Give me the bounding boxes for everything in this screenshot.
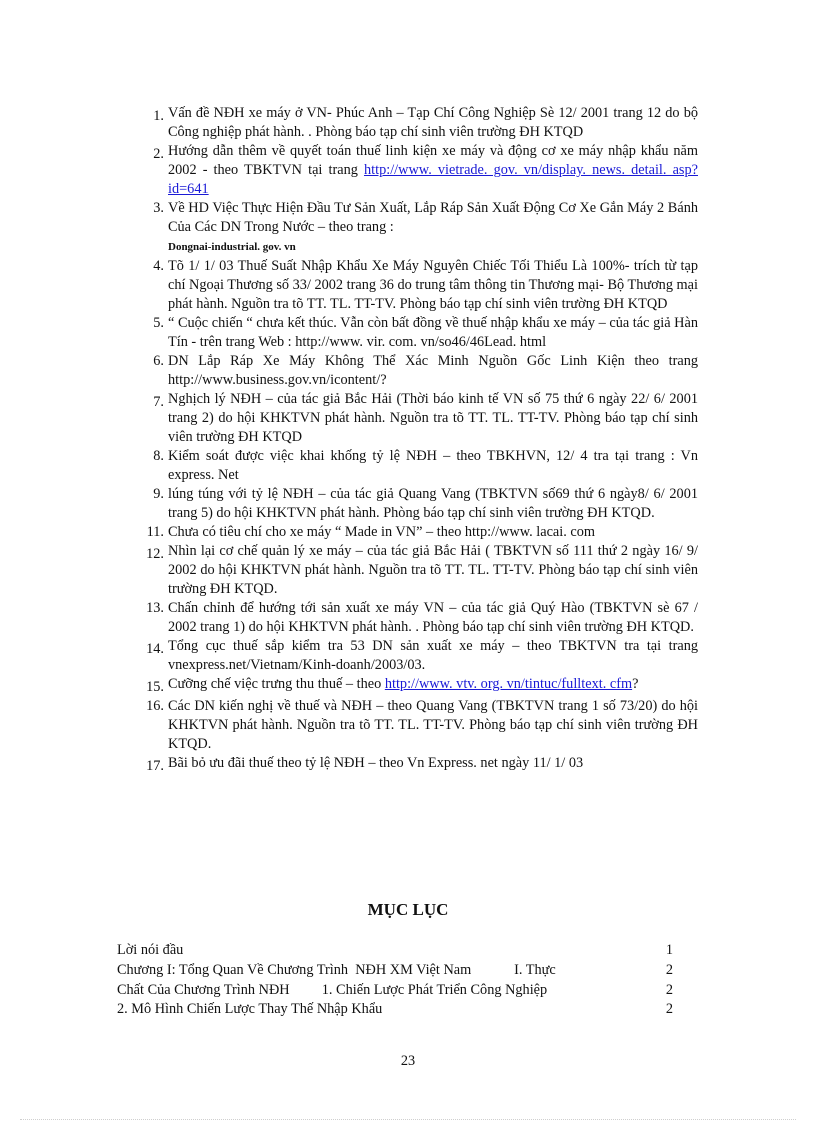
reference-item <box>138 257 698 314</box>
reference-item <box>138 754 698 776</box>
reference-number: 9. <box>153 486 164 502</box>
reference-text <box>168 314 698 352</box>
reference-number: 8. <box>153 448 164 464</box>
reference-number: 4. <box>153 258 164 274</box>
reference-item <box>138 675 698 697</box>
toc-entry-page: 2 <box>665 1001 673 1018</box>
reference-item <box>138 599 698 637</box>
toc-row <box>117 941 673 961</box>
toc-row <box>117 1000 673 1020</box>
reference-text <box>168 542 698 599</box>
reference-number: 3. <box>153 200 164 216</box>
reference-list <box>138 104 698 776</box>
reference-text <box>168 142 698 199</box>
reference-text <box>168 104 698 142</box>
reference-suffix: ? <box>632 676 639 692</box>
reference-number: 1. <box>153 108 164 124</box>
reference-item <box>138 352 698 390</box>
page-number: 23 <box>400 1053 416 1069</box>
reference-number: 7. <box>153 394 164 410</box>
reference-link[interactable]: http://www. vietrade. gov. vn/display. news. detail. asp?id=641 <box>168 162 698 197</box>
reference-source: Dongnai-industrial. gov. vn <box>168 241 296 253</box>
toc-title: MỤC LỤC <box>367 900 449 919</box>
reference-item <box>138 542 698 599</box>
reference-item <box>138 523 698 542</box>
reference-body: Vấn đề NĐH xe máy ở VN- Phúc Anh – Tạp Chí Công Nghiệp Sè 12/ 2001 trang 12 do bộ Công nghiệp phát hành. . Phòng báo tạp chí sinh viên trường ĐH KTQD <box>168 105 698 140</box>
page-bottom-border <box>20 1119 796 1120</box>
reference-text <box>168 199 698 257</box>
reference-body: Tõ 1/ 1/ 03 Thuế Suất Nhập Khẩu Xe Máy Nguyên Chiếc Tối Thiểu Là 100%- trích từ tạp chí Ngoại Thương số 33/ 2002 trang 36 do trung tâm thông tin Thương mại- Bộ Thương mại phát hành. Nguồn tra tõ TT. TL. TT-TV. Phòng báo tạp chí sinh viên trường ĐH KTQD <box>168 258 698 312</box>
reference-text <box>168 390 698 447</box>
toc-entry-text: Chất Của Chương Trình NĐH 1. Chiến Lược Phát Triển Công Nghiệp <box>117 981 548 998</box>
reference-item <box>138 697 698 754</box>
reference-text <box>168 523 698 542</box>
reference-body: Chấn chỉnh để hướng tới sản xuất xe máy VN – của tác giả Quý Hào (TBKTVN sè 67 / 2002 trang 1) do hội KHKTVN phát hành. . Phòng báo tạp chí sinh viên trường ĐH KTQD. <box>168 600 698 635</box>
reference-text <box>168 257 698 314</box>
reference-text <box>168 447 698 485</box>
reference-item <box>138 637 698 675</box>
reference-number: 17. <box>146 758 164 774</box>
toc-entry-text: 2. Mô Hình Chiến Lược Thay Thế Nhập Khẩu <box>117 1001 383 1018</box>
reference-body: Nghịch lý NĐH – của tác giả Bắc Hải (Thời báo kinh tế VN số 75 thứ 6 ngày 22/ 6/ 2001 trang 2) do hội KHKTVN phát hành. Nguồn tra tõ TT. TL. TT-TV. Phòng báo tạp chí sinh viên trường ĐH KTQD <box>168 391 698 445</box>
reference-number: 15. <box>146 679 164 695</box>
reference-body: Chưa có tiêu chí cho xe máy “ Made in VN” – theo http://www. lacai. com <box>168 524 596 540</box>
reference-item <box>138 104 698 142</box>
toc-entry-text: Lời nói đầu <box>117 942 184 958</box>
reference-number: 2. <box>153 146 164 162</box>
reference-body: “ Cuộc chiến “ chưa kết thúc. Vẫn còn bất đồng về thuế nhập khẩu xe máy – của tác giả Hàn Tín - trên trang Web : http://www. vir. com. vn/so46/46Lead. html <box>168 315 698 350</box>
reference-text <box>168 599 698 637</box>
reference-text <box>168 485 698 523</box>
toc-row <box>117 961 673 981</box>
reference-item <box>138 390 698 447</box>
reference-text <box>168 675 698 697</box>
toc-entry-page: 2 <box>665 961 673 978</box>
reference-number: 6. <box>153 353 164 369</box>
reference-body: lúng túng với tỷ lệ NĐH – của tác giả Quang Vang (TBKTVN số69 thứ 6 ngày8/ 6/ 2001 trang 5) do hội KHKTVN phát hành. Phòng báo tạp chí sinh viên trường ĐH KTQD. <box>168 486 698 521</box>
reference-body: Kiểm soát được việc khai khống tỷ lệ NĐH – theo TBKHVN, 12/ 4 tra tại trang : Vn express. Net <box>168 448 698 483</box>
reference-item <box>138 199 698 257</box>
reference-item <box>138 314 698 352</box>
reference-item <box>138 447 698 485</box>
reference-body: Bãi bỏ ưu đãi thuế theo tỷ lệ NĐH – theo Vn Express. net ngày 11/ 1/ 03 <box>168 755 584 771</box>
reference-number: 13. <box>146 600 164 616</box>
reference-number: 14. <box>146 641 164 657</box>
reference-text <box>168 697 698 754</box>
toc-row <box>117 981 673 1001</box>
reference-number: 11. <box>146 524 164 540</box>
reference-item <box>138 485 698 523</box>
reference-text <box>168 754 698 776</box>
reference-item <box>138 142 698 199</box>
reference-body: Về HD Việc Thực Hiện Đầu Tư Sản Xuất, Lắp Ráp Sản Xuất Động Cơ Xe Gắn Máy 2 Bánh Của Các DN Trong Nước – theo trang : <box>168 200 698 235</box>
reference-body: DN Lắp Ráp Xe Máy Không Thể Xác Minh Nguồn Gốc Linh Kiện theo trang http://www.business.gov.vn/icontent/? <box>168 353 698 388</box>
reference-text <box>168 352 698 390</box>
toc-entry-page: 2 <box>665 981 673 998</box>
reference-link[interactable]: http://www. vtv. org. vn/tintuc/fulltext. cfm <box>384 676 633 692</box>
reference-number: 5. <box>153 315 164 331</box>
reference-body: Nhìn lại cơ chế quản lý xe máy – của tác giả Bắc Hải ( TBKTVN số 111 thứ 2 ngày 16/ 9/ 2002 do hội KHKTVN phát hành. Nguồn tra tõ TT. TL. TT-TV. Phòng báo tạp chí sinh viên trường ĐH KTQD. <box>168 543 698 597</box>
table-of-contents <box>117 941 673 1020</box>
reference-body: Hướng dẫn thêm về quyết toán thuế linh kiện xe máy và động cơ xe máy nhập khẩu năm 2002 - theo TBKTVN tại trang <box>168 143 698 178</box>
reference-body: Cưỡng chế việc trưng thu thuế – theo <box>168 676 385 692</box>
reference-body: Các DN kiến nghị về thuế và NĐH – theo Quang Vang (TBKTVN trang 1 số 73/20) do hội KHKTVN phát hành. Nguồn tra tõ TT. TL. TT-TV. Phòng báo tạp chí sinh viên trường ĐH KTQD. <box>168 698 698 752</box>
reference-text <box>168 637 698 675</box>
toc-entry-text: Chương I: Tổng Quan Về Chương Trình NĐH XM Việt Nam I. Thực <box>117 961 556 978</box>
toc-entry-page: 1 <box>665 942 673 958</box>
reference-number: 12. <box>146 546 164 562</box>
reference-body: Tổng cục thuế sắp kiểm tra 53 DN sản xuất xe máy – theo TBKTVN tra tại trang vnexpress.net/Vietnam/Kinh-doanh/2003/03. <box>168 638 698 673</box>
reference-number: 16. <box>146 698 164 714</box>
